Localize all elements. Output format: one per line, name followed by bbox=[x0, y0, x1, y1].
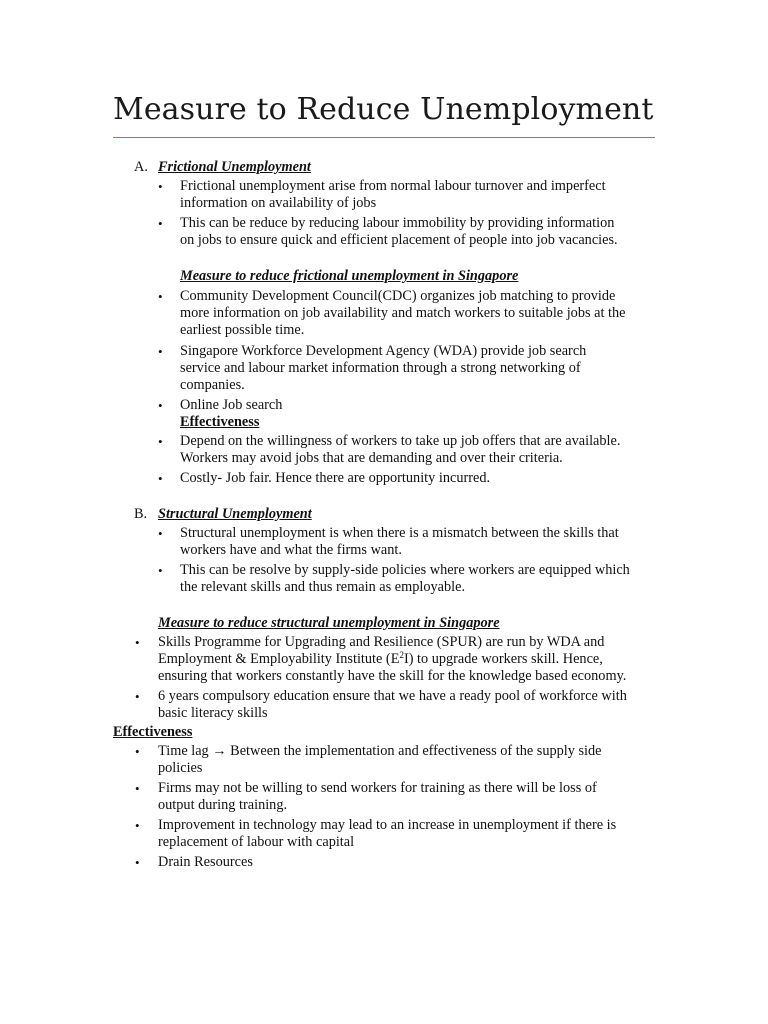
list-item-line: Costly- Job fair. Hence there are opportunity incurred. bbox=[180, 470, 491, 486]
list-item-line: policies bbox=[158, 760, 203, 776]
section-b-marker: B. bbox=[134, 506, 148, 522]
list-item-line: Frictional unemployment arise from normal labour turnover and imperfect bbox=[180, 178, 606, 194]
structural-measures-heading: Measure to reduce structural unemployment in Singapore bbox=[158, 615, 500, 631]
list-item-line: earliest possible time. bbox=[180, 322, 305, 338]
bullet: • bbox=[158, 289, 163, 304]
bullet: • bbox=[135, 781, 140, 796]
bullet: • bbox=[135, 818, 140, 833]
list-item-line: companies. bbox=[180, 377, 245, 393]
bullet: • bbox=[158, 526, 163, 541]
list-item-line: on jobs to ensure quick and efficient placement of people into job vacancies. bbox=[180, 232, 618, 248]
list-item-line: Singapore Workforce Development Agency (WDA) provide job search bbox=[180, 343, 587, 359]
list-item-line: Firms may not be willing to send workers for training as there will be loss of bbox=[158, 780, 597, 796]
list-item-line: Depend on the willingness of workers to take up job offers that are available. bbox=[180, 433, 621, 449]
list-item-text: Employment & Employability Institute (E bbox=[158, 651, 400, 667]
list-item-line: more information on job availability and match workers to suitable jobs at the bbox=[180, 305, 626, 321]
bullet: • bbox=[135, 689, 140, 704]
list-item-line: basic literacy skills bbox=[158, 705, 268, 721]
list-item-line bbox=[158, 651, 603, 669]
list-item-line: ensuring that workers constantly have the skill for the knowledge based economy. bbox=[158, 668, 627, 684]
list-item-line: 6 years compulsory education ensure that we have a ready pool of workforce with bbox=[158, 688, 627, 704]
arrow-icon: → bbox=[212, 743, 227, 759]
bullet: • bbox=[158, 563, 163, 578]
frictional-measures-heading: Measure to reduce frictional unemployment in Singapore bbox=[180, 268, 519, 284]
list-item-line: workers have and what the firms want. bbox=[180, 542, 402, 558]
title-underline bbox=[113, 137, 655, 138]
list-item-line: Structural unemployment is when there is a mismatch between the skills that bbox=[180, 525, 619, 541]
list-item-line: output during training. bbox=[158, 797, 288, 813]
list-item-text: Time lag bbox=[158, 743, 209, 759]
bullet: • bbox=[158, 471, 163, 486]
list-item-line bbox=[158, 743, 602, 761]
list-item-text: Between the implementation and effectiveness of the supply side bbox=[230, 743, 602, 759]
list-item-line: replacement of labour with capital bbox=[158, 834, 355, 850]
list-item-line: This can be reduce by reducing labour immobility by providing information bbox=[180, 215, 615, 231]
bullet: • bbox=[158, 216, 163, 231]
list-item-line: This can be resolve by supply-side policies where workers are equipped which bbox=[180, 562, 630, 578]
list-item-line: Online Job search bbox=[180, 397, 283, 413]
bullet: • bbox=[158, 434, 163, 449]
bullet: • bbox=[158, 398, 163, 413]
list-item-line: information on availability of jobs bbox=[180, 195, 377, 211]
list-item-line: the relevant skills and thus remain as employable. bbox=[180, 579, 466, 595]
section-a-marker: A. bbox=[134, 159, 148, 175]
page-title: Measure to Reduce Unemployment bbox=[113, 92, 654, 127]
list-item-line: service and labour market information through a strong networking of bbox=[180, 360, 581, 376]
bullet: • bbox=[158, 179, 163, 194]
list-item-text: I) to upgrade workers skill. Hence, bbox=[403, 651, 603, 667]
frictional-effectiveness-heading: Effectiveness bbox=[180, 414, 260, 430]
bullet: • bbox=[158, 344, 163, 359]
list-item-line: Drain Resources bbox=[158, 854, 253, 870]
bullet: • bbox=[135, 635, 140, 650]
section-b-heading: Structural Unemployment bbox=[158, 506, 312, 522]
bullet: • bbox=[135, 744, 140, 759]
list-item-line: Workers may avoid jobs that are demanding and over their criteria. bbox=[180, 450, 563, 466]
superscript: 2 bbox=[399, 650, 404, 660]
list-item-line: Improvement in technology may lead to an increase in unemployment if there is bbox=[158, 817, 617, 833]
list-item-line: Skills Programme for Upgrading and Resilience (SPUR) are run by WDA and bbox=[158, 634, 605, 650]
structural-effectiveness-heading: Effectiveness bbox=[113, 724, 193, 740]
bullet: • bbox=[135, 855, 140, 870]
section-a-heading: Frictional Unemployment bbox=[158, 159, 311, 175]
list-item-line: Community Development Council(CDC) organizes job matching to provide bbox=[180, 288, 616, 304]
